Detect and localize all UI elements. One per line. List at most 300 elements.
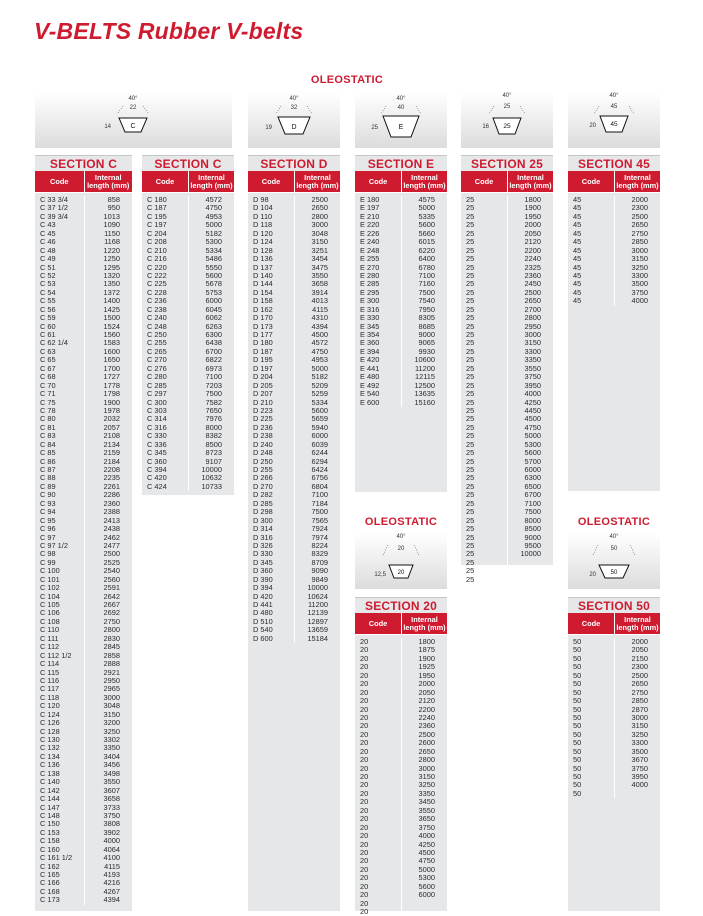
- table-cell: C 134: [40, 751, 60, 761]
- table-cell: 20: [360, 890, 369, 900]
- table-cell: 5182: [205, 228, 222, 238]
- table-cell: 7924: [311, 524, 328, 534]
- table-cell: 20: [360, 729, 369, 739]
- table-cell: 15160: [414, 397, 435, 407]
- table-cell: 5753: [205, 287, 222, 297]
- table-cell: C 84: [40, 439, 56, 449]
- diagram-top-width: 32: [290, 105, 298, 111]
- table-cell: 2540: [103, 566, 120, 576]
- table-cell: C 52: [40, 270, 56, 280]
- table-cell: 1727: [103, 372, 120, 382]
- table-cell: 2750: [631, 687, 648, 697]
- table-cell: 45: [573, 228, 582, 238]
- table-cell: 9500: [524, 540, 541, 550]
- table-cell: 6015: [418, 237, 435, 247]
- table-cell: E 420: [360, 355, 380, 365]
- table-cell: C 112: [40, 642, 60, 652]
- table-cell: 3450: [418, 797, 435, 807]
- table-cell: 13635: [414, 389, 435, 399]
- table-cell: 7650: [205, 405, 222, 415]
- table-cell: 5259: [311, 389, 328, 399]
- table-cell: 25: [466, 203, 475, 213]
- table-cell: C 94: [40, 507, 56, 517]
- diagram-angle: 40°: [502, 93, 512, 99]
- table-cell: 7100: [311, 490, 328, 500]
- belt-profile-icon: [568, 92, 660, 148]
- header-length-line1: Internal: [624, 172, 651, 182]
- table-cell: E 600: [360, 397, 380, 407]
- table-cell: 2450: [524, 279, 541, 289]
- table-cell: C 71: [40, 389, 56, 399]
- table-cell: 6438: [205, 338, 222, 348]
- table-cell: 4013: [311, 296, 328, 306]
- table-cell: 6424: [311, 465, 328, 474]
- table-cell: 8224: [311, 540, 328, 550]
- table-cell: 10000: [520, 549, 541, 559]
- table-cell: E 240: [360, 237, 380, 247]
- diagram-angle: 40°: [609, 93, 619, 99]
- table-cell: 20: [360, 746, 369, 756]
- table-cell: C 424: [147, 481, 167, 491]
- header-length-line1: Internal: [624, 614, 651, 624]
- table-cell: 1978: [103, 405, 120, 415]
- header-length: [188, 171, 234, 192]
- table-cell: D 441: [253, 600, 273, 609]
- table-cell: 1150: [104, 228, 120, 238]
- table-cell: C 250: [147, 330, 167, 339]
- table-cell: 25: [466, 228, 475, 238]
- diagram-letter: 45: [610, 121, 618, 128]
- table-cell: 1778: [103, 380, 120, 390]
- table-cell: 25: [466, 507, 475, 517]
- header-code: Code: [261, 176, 281, 186]
- table-cell: 4394: [103, 895, 120, 905]
- table-cell: 3498: [103, 768, 120, 778]
- table-cell: 7500: [418, 287, 435, 297]
- table-cell: 2300: [631, 203, 648, 213]
- table-cell: 50: [573, 696, 582, 706]
- table-cell: C 255: [147, 338, 167, 348]
- table-cell: C 330: [147, 431, 167, 441]
- table-cell: 5600: [524, 448, 541, 458]
- table-cell: 2692: [103, 608, 120, 618]
- table-cell: 7184: [311, 498, 328, 508]
- table-cell: 2950: [103, 675, 120, 685]
- table-cell: 20: [360, 788, 369, 798]
- table-cell: 25: [466, 237, 475, 247]
- table-cell: 3000: [631, 245, 648, 255]
- table-cell: C 68: [40, 372, 56, 382]
- table-cell: 2700: [524, 304, 541, 314]
- table-cell: 8382: [205, 431, 222, 441]
- table-header: [142, 171, 234, 193]
- table-cell: 25: [466, 330, 475, 339]
- code-list: [35, 196, 84, 905]
- table-cell: D 316: [253, 532, 273, 542]
- table-cell: 6244: [311, 448, 328, 458]
- table-cell: C 345: [147, 448, 167, 458]
- code-list: [355, 638, 401, 916]
- table-cell: 7974: [311, 532, 328, 542]
- table-cell: 3350: [418, 788, 435, 798]
- table-cell: 2477: [103, 540, 120, 550]
- table-cell: 25: [466, 574, 475, 584]
- table-cell: 4572: [205, 195, 222, 204]
- table-cell: 25: [466, 262, 475, 272]
- table-cell: E 360: [360, 338, 380, 348]
- table-cell: C 197: [147, 220, 167, 230]
- oleostatic-label-section-20: OLEOSTATIC: [364, 516, 438, 528]
- diagram-height: 12,5: [374, 572, 386, 578]
- table-cell: 8500: [524, 524, 541, 534]
- table-cell: C 285: [147, 380, 167, 390]
- table-cell: 3658: [103, 794, 120, 804]
- table-cell: 4064: [103, 844, 120, 854]
- table-cell: C 216: [147, 254, 167, 264]
- table-cell: 1560: [103, 330, 120, 339]
- table-cell: D 298: [253, 507, 273, 517]
- table-cell: 5000: [418, 203, 435, 213]
- diagram-angle: 40°: [396, 534, 406, 540]
- table-cell: 2642: [103, 591, 120, 601]
- table-cell: D 195: [253, 355, 273, 365]
- table-cell: C 102: [40, 583, 60, 593]
- table-cell: D 510: [253, 616, 273, 626]
- table-cell: E 492: [360, 380, 380, 390]
- table-cell: C 101: [40, 574, 60, 584]
- table-cell: 2888: [103, 659, 120, 669]
- table-cell: 25: [466, 481, 475, 491]
- table-cell: 12139: [307, 608, 328, 618]
- diagram-section-25: [461, 92, 553, 148]
- header-length-line2: length (mm): [616, 180, 659, 190]
- table-cell: 8000: [524, 515, 541, 525]
- section-title: SECTION D: [248, 155, 340, 171]
- table-cell: D 282: [253, 490, 273, 500]
- table-cell: 4115: [312, 304, 328, 314]
- table-cell: E 441: [360, 363, 380, 373]
- table-cell: 4450: [524, 405, 541, 415]
- code-list: [355, 196, 401, 407]
- table-cell: 45: [573, 203, 582, 213]
- table-cell: C 112 1/2: [40, 650, 72, 660]
- table-cell: 25: [466, 279, 475, 289]
- code-list: [142, 196, 188, 491]
- table-cell: 2261: [103, 481, 120, 491]
- table-cell: C 220: [147, 262, 167, 272]
- table-cell: 2525: [103, 557, 120, 567]
- table-cell: 3000: [524, 330, 541, 339]
- table-cell: 6400: [418, 254, 435, 264]
- table-cell: 25: [466, 448, 475, 458]
- table-cell: 50: [573, 645, 582, 655]
- header-length-line2: length (mm): [403, 180, 446, 190]
- table-cell: D 600: [253, 633, 273, 643]
- table-cell: C 37 1/2: [40, 203, 68, 213]
- section-title: SECTION C: [142, 155, 234, 171]
- table-cell: 4750: [205, 203, 222, 213]
- table-cell: D 173: [253, 321, 273, 331]
- table-cell: C 240: [147, 313, 167, 323]
- table-cell: 5182: [311, 372, 328, 382]
- table-cell: 20: [360, 679, 369, 689]
- header-length-line2: length (mm): [616, 622, 659, 632]
- table-cell: C 78: [40, 405, 56, 415]
- table-cell: 5334: [311, 397, 328, 407]
- table-cell: C 54: [40, 287, 56, 297]
- table-cell: D 240: [253, 439, 273, 449]
- table-cell: E 540: [360, 389, 380, 399]
- table-cell: 9065: [418, 338, 435, 348]
- table-cell: C 187: [147, 203, 167, 213]
- table-cell: 4953: [311, 355, 328, 365]
- section-title: SECTION E: [355, 155, 447, 171]
- table-header: [461, 171, 553, 193]
- table-cell: 20: [360, 712, 369, 722]
- header-code: Code: [368, 176, 388, 186]
- table-cell: C 222: [147, 270, 167, 280]
- table-cell: C 111: [40, 633, 59, 643]
- table-cell: 3750: [418, 822, 435, 832]
- table-cell: 7500: [311, 507, 328, 517]
- table-cell: 2500: [524, 287, 541, 297]
- header-code: Code: [474, 176, 494, 186]
- table-cell: 25: [466, 211, 475, 221]
- table-cell: D 238: [253, 431, 273, 441]
- table-cell: 5300: [418, 873, 435, 883]
- table-cell: E 180: [360, 195, 380, 204]
- table-cell: E 285: [360, 279, 380, 289]
- diagram-section-d: [248, 92, 340, 148]
- table-cell: 2650: [631, 220, 648, 230]
- table-cell: 50: [573, 721, 582, 731]
- table-cell: C 165: [40, 870, 60, 879]
- table-cell: 2032: [103, 414, 120, 424]
- table-cell: C 265: [147, 346, 167, 356]
- section-title: SECTION 45: [568, 155, 660, 171]
- header-length-line1: Internal: [304, 172, 331, 182]
- table-cell: C 210: [147, 245, 167, 255]
- table-cell: 25: [466, 296, 475, 306]
- table-cell: 3670: [631, 755, 648, 765]
- table-cell: 45: [573, 195, 582, 204]
- table-cell: D 420: [253, 591, 273, 601]
- table-cell: 25: [466, 389, 475, 399]
- table-cell: 50: [573, 738, 582, 748]
- table-cell: C 148: [40, 810, 60, 820]
- table-cell: C 48: [40, 245, 56, 255]
- table-cell: 2360: [103, 498, 120, 508]
- table-cell: 50: [573, 704, 582, 714]
- table-cell: 3404: [103, 751, 120, 761]
- table-cell: 8723: [205, 448, 222, 458]
- table-cell: C 46: [40, 237, 56, 247]
- table-cell: C 166: [40, 878, 60, 888]
- table-cell: C 238: [147, 304, 167, 314]
- table-cell: C 100: [40, 566, 60, 576]
- diagram-letter: C: [130, 123, 136, 130]
- table-cell: C 120: [40, 701, 60, 711]
- table-cell: 2850: [631, 696, 648, 706]
- table-cell: 9000: [524, 532, 541, 542]
- table-cell: 2650: [418, 746, 435, 756]
- page-title: V-BELTS Rubber V-belts: [34, 18, 304, 44]
- table-cell: 25: [466, 549, 475, 559]
- table-cell: 4115: [104, 861, 120, 871]
- table-cell: 7500: [205, 389, 222, 399]
- table-cell: 3550: [103, 777, 120, 787]
- table-cell: C 106: [40, 608, 60, 618]
- table-cell: 3250: [103, 726, 120, 736]
- table-cell: C 55: [40, 296, 56, 306]
- table-cell: C 140: [40, 777, 60, 787]
- table-cell: C 89: [40, 481, 56, 491]
- table-cell: 4250: [418, 839, 435, 849]
- table-cell: 6822: [205, 355, 222, 365]
- length-list: [401, 638, 447, 916]
- table-cell: E 226: [360, 228, 380, 238]
- table-cell: 5000: [205, 220, 222, 230]
- table-cell: 3000: [311, 220, 328, 230]
- table-cell: 4394: [311, 321, 328, 331]
- table-cell: E 394: [360, 346, 380, 356]
- table-cell: 2413: [103, 515, 120, 525]
- table-cell: 1013: [103, 211, 120, 221]
- table-cell: 4250: [524, 397, 541, 407]
- table-cell: C 248: [147, 321, 167, 331]
- diagram-top-width: 22: [129, 105, 137, 111]
- table-cell: C 115: [40, 667, 60, 677]
- table-cell: D 480: [253, 608, 273, 618]
- table-cell: 6039: [311, 439, 328, 449]
- table-cell: 2500: [311, 195, 328, 204]
- table-cell: 8329: [311, 549, 328, 559]
- table-cell: 5209: [311, 380, 328, 390]
- table-cell: 2325: [524, 262, 541, 272]
- table-cell: 2462: [103, 532, 120, 542]
- table-cell: 25: [466, 220, 475, 230]
- table-cell: D 144: [253, 279, 273, 289]
- table-cell: 3250: [631, 262, 648, 272]
- table-cell: 25: [466, 195, 475, 204]
- table-cell: D 137: [253, 262, 273, 272]
- header-length-line2: length (mm): [403, 622, 446, 632]
- table-cell: 2000: [631, 637, 648, 646]
- table-cell: E 280: [360, 270, 380, 280]
- diagram-top-width: 40: [397, 105, 405, 111]
- table-cell: 20: [360, 670, 369, 680]
- table-cell: 2591: [103, 583, 120, 593]
- table-cell: 45: [573, 296, 582, 306]
- table-cell: D 162: [253, 304, 273, 314]
- table-cell: 45: [573, 237, 582, 247]
- table-cell: C 97 1/2: [40, 540, 68, 550]
- table-cell: C 97: [40, 532, 56, 542]
- table-cell: 7100: [524, 498, 541, 508]
- table-cell: 4500: [311, 330, 328, 339]
- table-cell: 5600: [418, 220, 435, 230]
- table-cell: C 43: [40, 220, 56, 230]
- table-cell: 1350: [103, 279, 120, 289]
- table-cell: 4100: [103, 853, 120, 863]
- section-title: SECTION 20: [355, 597, 447, 613]
- table-cell: 3048: [103, 701, 120, 711]
- table-cell: C 180: [147, 195, 167, 204]
- table-cell: 12115: [414, 372, 435, 382]
- header-code: Code: [155, 176, 175, 186]
- table-cell: C 96: [40, 524, 56, 534]
- table-cell: 5940: [311, 422, 328, 432]
- table-cell: 2286: [103, 490, 120, 500]
- length-list: [294, 196, 340, 643]
- header-length-line1: Internal: [94, 172, 122, 182]
- table-cell: 2200: [524, 245, 541, 255]
- diagram-height: 20: [589, 572, 596, 578]
- section-c-table-2: [142, 155, 234, 495]
- table-cell: D 187: [253, 346, 273, 356]
- table-cell: 7582: [205, 397, 222, 407]
- header-length: [401, 613, 447, 634]
- table-cell: C 59: [40, 313, 56, 323]
- table-cell: C 70: [40, 380, 56, 390]
- table-cell: 1798: [103, 389, 120, 399]
- header-length-line1: Internal: [411, 172, 438, 182]
- table-cell: 3500: [631, 746, 648, 756]
- table-cell: 3500: [631, 279, 648, 289]
- table-cell: 20: [360, 873, 369, 883]
- table-cell: 2845: [103, 642, 120, 652]
- code-list: [568, 638, 614, 798]
- table-cell: 25: [466, 355, 475, 365]
- table-cell: 2208: [103, 465, 120, 474]
- table-cell: 20: [360, 847, 369, 857]
- length-list: [188, 196, 234, 491]
- table-cell: C 67: [40, 363, 56, 373]
- table-cell: 1800: [418, 637, 435, 646]
- table-cell: C 336: [147, 439, 167, 449]
- table-cell: 2965: [103, 684, 120, 694]
- table-cell: E 248: [360, 245, 380, 255]
- table-cell: 25: [466, 498, 475, 508]
- table-cell: 50: [573, 679, 582, 689]
- table-cell: 3650: [418, 814, 435, 824]
- table-cell: 4000: [524, 389, 541, 399]
- table-cell: 6045: [205, 304, 222, 314]
- table-cell: D 170: [253, 313, 273, 323]
- table-cell: C 116: [40, 675, 60, 685]
- header-length: [614, 171, 660, 192]
- table-cell: E 210: [360, 211, 380, 221]
- table-cell: 50: [573, 780, 582, 790]
- table-cell: 7565: [311, 515, 328, 525]
- table-cell: 9090: [311, 566, 328, 576]
- table-cell: C 110: [40, 625, 60, 635]
- table-cell: 2800: [103, 625, 120, 635]
- table-cell: C 60: [40, 321, 56, 331]
- table-cell: 50: [573, 637, 582, 646]
- table-cell: 1220: [103, 245, 120, 255]
- table-cell: 3454: [311, 254, 328, 264]
- table-cell: 5550: [205, 262, 222, 272]
- section-d-table: [248, 155, 340, 911]
- table-cell: E 330: [360, 313, 380, 323]
- table-cell: 6780: [418, 262, 435, 272]
- table-cell: 2000: [631, 195, 648, 204]
- table-cell: 8685: [418, 321, 435, 331]
- table-cell: 4500: [524, 414, 541, 424]
- diagram-height: 19: [265, 125, 272, 131]
- table-cell: D 104: [253, 203, 273, 213]
